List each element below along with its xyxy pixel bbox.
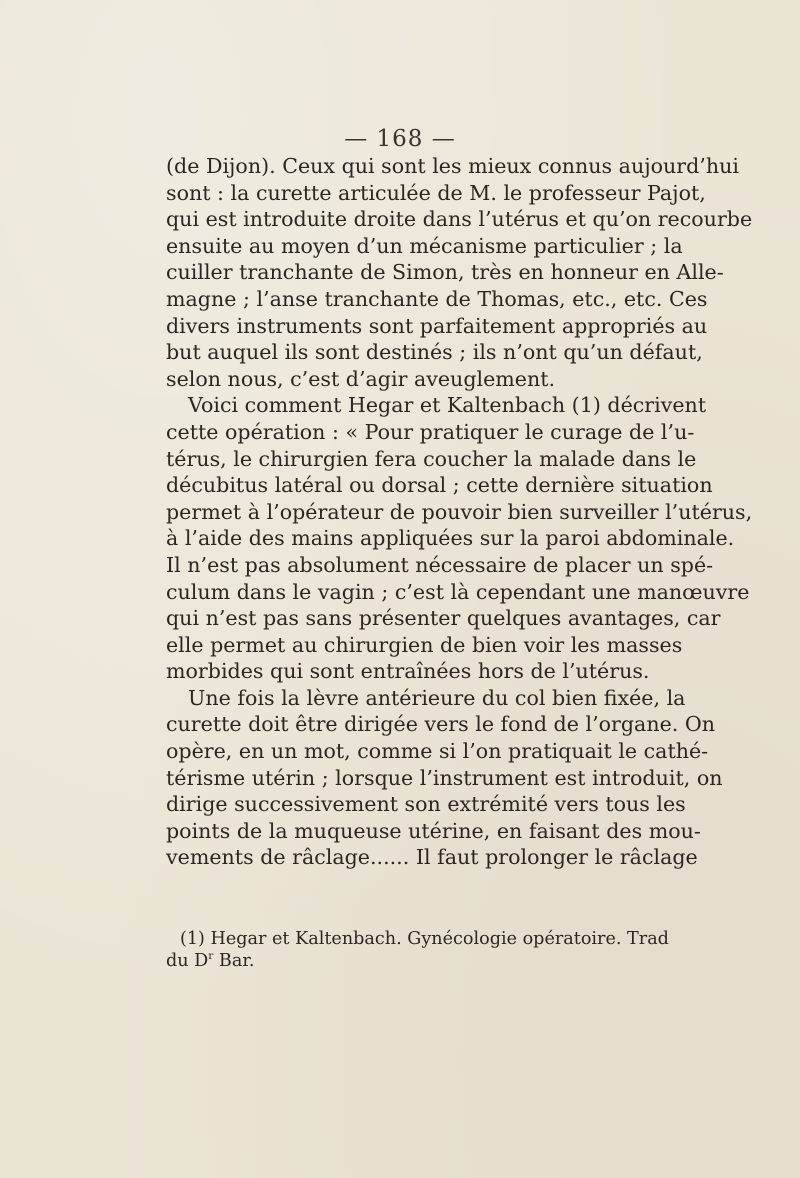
text-line: permet à l’opérateur de pouvoir bien surveiller l’utérus, xyxy=(166,499,753,524)
text-line: Il n’est pas absolument nécessaire de placer un spé- xyxy=(166,552,714,577)
text-line: cuiller tranchante de Simon, très en honneur en Alle- xyxy=(166,260,724,285)
text-line: culum dans le vagin ; c’est là cependant une manœuvre xyxy=(166,579,750,604)
text-line: térisme utérin ; lorsque l’instrument est introduit, on xyxy=(166,765,723,790)
text-line: ensuite au moyen d’un mécanisme particulier ; la xyxy=(166,233,683,258)
footnote-line: (1) Hegar et Kaltenbach. Gynécologie opératoire. Trad xyxy=(180,929,669,949)
footnote xyxy=(166,928,669,972)
text-line: curette doit être dirigée vers le fond de l’organe. On xyxy=(166,712,716,737)
text-line: vements de râclage...... Il faut prolonger le râclage xyxy=(166,845,698,870)
text-line: divers instruments sont parfaitement appropriés au xyxy=(166,313,708,338)
text-line: selon nous, c’est d’agir aveuglement. xyxy=(166,366,556,391)
text-line: (de Dijon). Ceux qui sont les mieux connus aujourd’hui xyxy=(166,154,739,178)
text-line: dirige successivement son extrémité vers tous les xyxy=(166,792,686,817)
text-line: points de la muqueuse utérine, en faisant des mou- xyxy=(166,818,701,843)
footnote-text: Bar. xyxy=(213,951,255,971)
text-line: à l’aide des mains appliquées sur la paroi abdominale. xyxy=(166,526,735,551)
text-line: cette opération : « Pour pratiquer le curage de l’u- xyxy=(166,419,695,444)
text-line: sont : la curette articulée de M. le professeur Pajot, xyxy=(166,180,706,205)
footnote-text: du D xyxy=(166,951,209,971)
page-number: — 168 — xyxy=(344,126,456,152)
main-text-block xyxy=(166,153,753,871)
text-line: qui n’est pas sans présenter quelques avantages, car xyxy=(166,606,721,631)
text-line: elle permet au chirurgien de bien voir les masses xyxy=(166,632,683,657)
text-line: térus, le chirurgien fera coucher la malade dans le xyxy=(166,446,697,471)
text-line: qui est introduite droite dans l’utérus et qu’on recourbe xyxy=(166,207,753,232)
text-line: magne ; l’anse tranchante de Thomas, etc., etc. Ces xyxy=(166,286,708,311)
text-line: but auquel ils sont destinés ; ils n’ont qu’un défaut, xyxy=(166,340,703,365)
footnote-line xyxy=(166,950,642,972)
text-line: décubitus latéral ou dorsal ; cette dernière situation xyxy=(166,473,713,498)
text-line: Une fois la lèvre antérieure du col bien fixée, la xyxy=(188,685,686,710)
text-line: Voici comment Hegar et Kaltenbach (1) décrivent xyxy=(188,393,707,418)
footnote-superscript: r xyxy=(208,950,214,963)
text-line: morbides qui sont entraînées hors de l’utérus. xyxy=(166,659,650,684)
text-line: opère, en un mot, comme si l’on pratiquait le cathé- xyxy=(166,739,709,764)
